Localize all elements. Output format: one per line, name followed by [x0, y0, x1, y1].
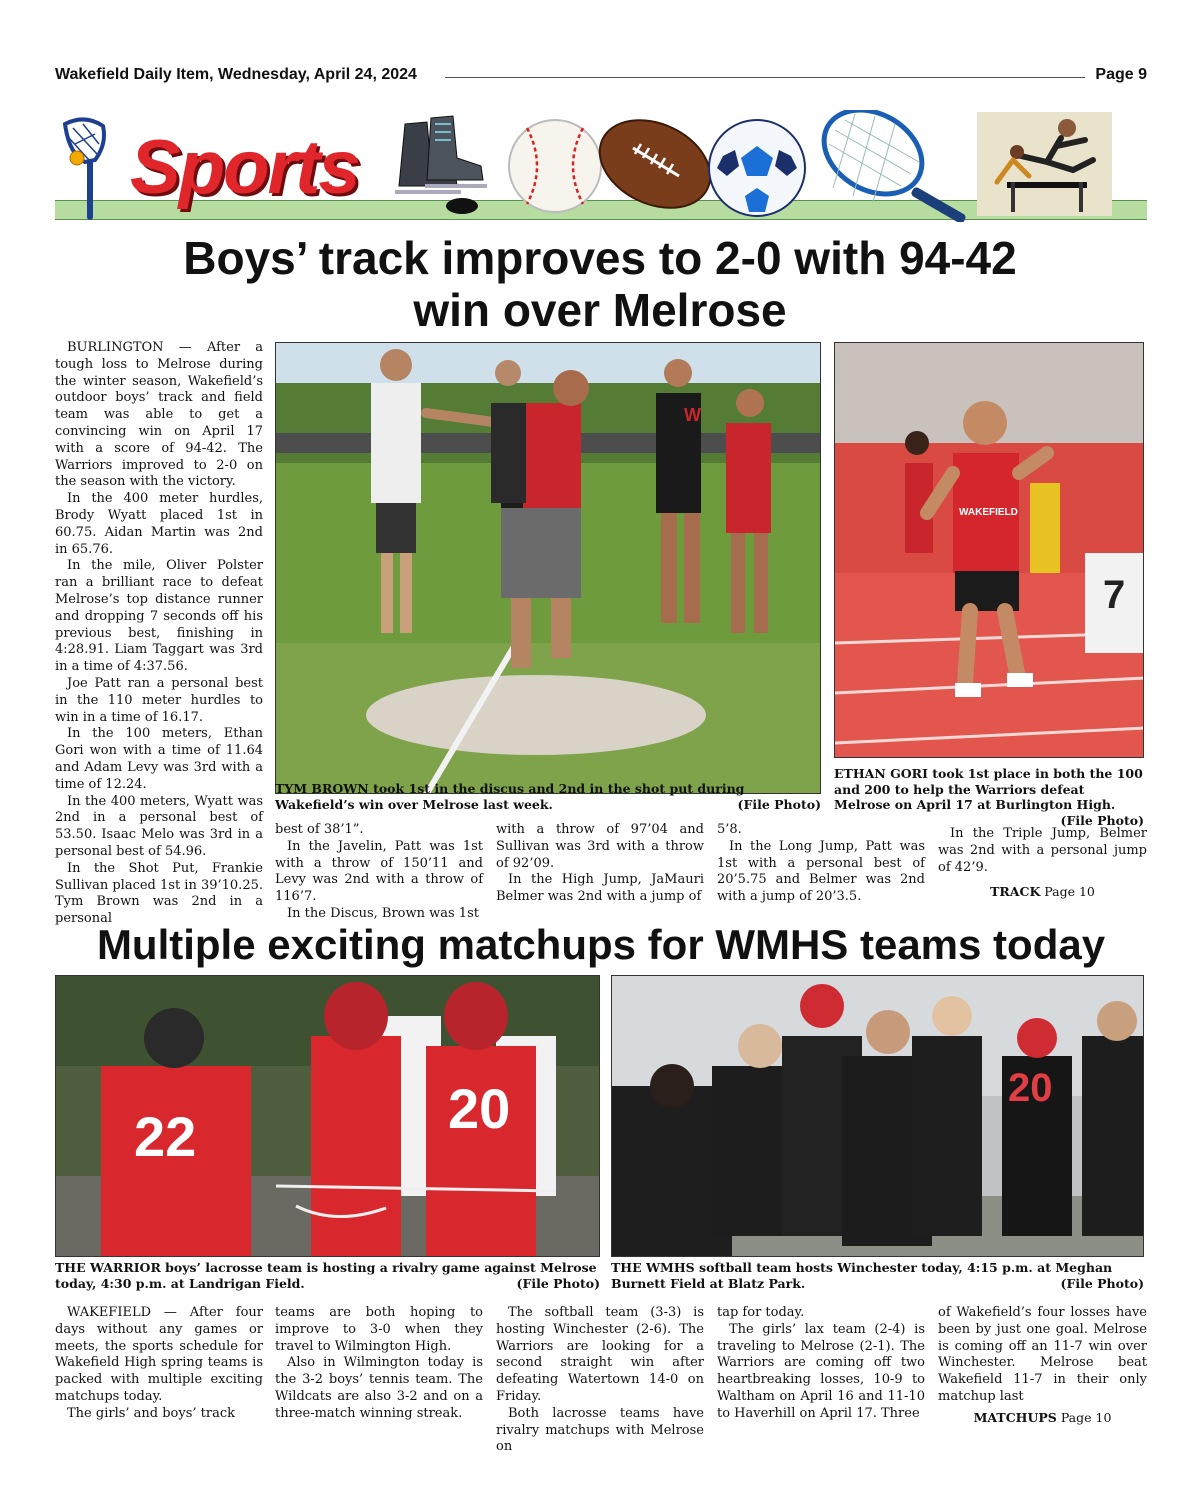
- lacrosse-caption: [55, 1260, 600, 1291]
- tennis-racket-icon: [815, 110, 975, 222]
- track-headline: Boys’ track improves to 2-0 with 94-42 win over Melrose: [183, 232, 1017, 336]
- paragraph: In the High Jump, JaMauri Belmer was 2nd with a jump of: [496, 872, 704, 905]
- sprinter-photo: [834, 342, 1144, 758]
- sports-banner: [55, 108, 1147, 223]
- jump-page: Page 10: [1060, 1409, 1112, 1425]
- soccer-ball-icon: [705, 116, 809, 220]
- paragraph: Joe Patt ran a personal best in the 110 meter hurdles to win in a time of 16.17.: [55, 675, 263, 725]
- caption-text: TYM BROWN took 1st in the discus and 2nd in the shot put during Wakefield’s win over Melrose last week.: [275, 781, 745, 812]
- jump-label: TRACK: [990, 884, 1041, 900]
- track-story-column-5: [938, 826, 1147, 901]
- paragraph: In the Javelin, Patt was 1st with a throw of 150’11 and Levy was 2nd with a throw of 116’7.: [275, 838, 483, 905]
- paragraph: Also in Wilmington today is the 3-2 boys’ tennis team. The Wildcats are also 3-2 and on a three-match winning streak.: [275, 1355, 483, 1421]
- track-jump-line[interactable]: [938, 884, 1147, 901]
- matchups-column-1: [55, 1305, 263, 1423]
- paragraph: In the Discus, Brown was 1st: [287, 905, 479, 921]
- paragraph: with a throw of 97’04 and Sullivan was 3rd with a throw of 92’09.: [496, 822, 704, 871]
- paragraph: In the Shot Put, Frankie Sullivan placed 1st in 39’10.25. Tym Brown was 2nd in a personal: [55, 860, 263, 927]
- paragraph: In the Long Jump, Patt was 1st with a personal best of 20’5.75 and Belmer was 2nd with a jump of 20’3.5.: [717, 838, 925, 905]
- jersey-number: 20: [1008, 1066, 1053, 1110]
- paragraph: 5’8.: [717, 822, 742, 837]
- paragraph: The softball team (3-3) is hosting Winchester (2-6). The Warriors are looking for a second straight win after defeating Watertown 14-0 on Friday.: [496, 1305, 704, 1404]
- jump-page: Page 10: [1044, 884, 1095, 900]
- hockey-puck-icon: [445, 196, 479, 216]
- section-title: Sports: [130, 125, 359, 210]
- publication-date: Wakefield Daily Item, Wednesday, April 24, 2024: [55, 66, 417, 83]
- paragraph: In the 400 meter hurdles, Brody Wyatt placed 1st in 60.75. Aidan Martin was 2nd in 65.76.: [55, 491, 263, 557]
- paragraph: best of 38’1”.: [275, 822, 364, 837]
- lacrosse-photo: [55, 975, 600, 1257]
- shot-put-photo: [275, 342, 821, 794]
- track-story-column-2: [275, 822, 483, 923]
- caption-text: THE WARRIOR boys’ lacrosse team is hosting a rivalry game against Melrose today, 4:30 p.m. at Landrigan Field.: [55, 1260, 597, 1291]
- paragraph: of Wakefield’s four losses have been by just one goal. Melrose is coming off an 11-7 win over Winchester. Melrose beat Wakefield 11-7 in their only matchup last: [938, 1305, 1147, 1404]
- track-story-column-3: [496, 822, 704, 906]
- jump-label: MATCHUPS: [973, 1409, 1057, 1425]
- paragraph: BURLINGTON — After a tough loss to Melrose during the winter season, Wakefield’s outdoor boys’ track and field team was able to get a convincing win on April 17 with a score of 94-42. The Warriors improved to 2-0 on the season with the victory.: [55, 340, 263, 490]
- paragraph: In the 400 meters, Wyatt was 2nd in a personal best of 53.50. Isaac Melo was 3rd in a personal best of 54.96.: [55, 793, 263, 859]
- paragraph: teams are both hoping to improve to 3-0 when they travel to Wilmington High.: [275, 1305, 483, 1354]
- jersey-number: 20: [448, 1077, 511, 1140]
- matchups-headline: Multiple exciting matchups for WMHS teams today: [96, 921, 1106, 968]
- sprinter-caption: [834, 766, 1144, 828]
- paragraph: tap for today.: [717, 1305, 805, 1320]
- page-number: Page 9: [1095, 66, 1147, 83]
- caption-text: THE WMHS softball team hosts Winchester today, 4:15 p.m. at Meghan Burnett Field at Blatz Park.: [611, 1260, 1113, 1291]
- hurdler-icon: [977, 112, 1112, 216]
- softball-caption: [611, 1260, 1144, 1291]
- caption-text: ETHAN GORI took 1st place in both the 100 and 200 to help the Warriors defeat Melrose on April 17 at Burlington High.: [834, 766, 1143, 812]
- jersey-text: WAKEFIELD: [959, 507, 1018, 518]
- photo-credit: (File Photo): [1060, 812, 1144, 828]
- paragraph: In the 100 meters, Ethan Gori won with a time of 11.64 and Adam Levy was 3rd with a time of 12.24.: [55, 726, 263, 792]
- paragraph: Both lacrosse teams have rivalry matchups with Melrose on: [496, 1405, 704, 1455]
- jersey-letter: W: [684, 405, 701, 425]
- matchups-jump-line[interactable]: [938, 1410, 1147, 1427]
- masthead-rule: [445, 77, 1085, 78]
- paragraph: In the Triple Jump, Belmer was 2nd with a personal jump of 42’9.: [938, 826, 1147, 875]
- matchups-column-5: [938, 1305, 1147, 1427]
- paragraph: The girls’ lax team (2-4) is traveling to Melrose (2-1). The Warriors are coming off two heartbreaking losses, 10-9 to Waltham on April 16 and 11-10 to Haverhill on April 17. Three: [717, 1321, 925, 1421]
- football-icon: [593, 108, 718, 220]
- paragraph: WAKEFIELD — After four days without any games or meets, the sports schedule for Wakefield High spring teams is packed with multiple exciting matchups today.: [55, 1305, 263, 1404]
- paragraph: In the mile, Oliver Polster ran a brilliant race to defeat Melrose’s top distance runner and dropping 7 seconds off his previous best, finishing in 4:28.91. Liam Taggart was 3rd in a time of 4:37.56.: [55, 558, 263, 675]
- matchups-column-3: [496, 1305, 704, 1456]
- photo-credit: (File Photo): [1060, 1275, 1144, 1291]
- track-story-column-1: [55, 340, 263, 928]
- lacrosse-stick-icon: [55, 114, 125, 224]
- ice-skates-icon: [385, 114, 495, 204]
- masthead: [55, 66, 1147, 88]
- lane-marker: 7: [1103, 573, 1126, 617]
- baseball-icon: [505, 116, 605, 216]
- softball-photo: [611, 975, 1144, 1257]
- matchups-column-2: [275, 1305, 483, 1423]
- photo-credit: (File Photo): [737, 796, 821, 812]
- jersey-number: 22: [134, 1105, 197, 1168]
- paragraph: The girls’ and boys’ track: [67, 1405, 236, 1421]
- track-story-column-4: [717, 822, 925, 906]
- matchups-column-4: [717, 1305, 925, 1423]
- photo-credit: (File Photo): [516, 1275, 600, 1291]
- shot-put-caption: [275, 781, 821, 812]
